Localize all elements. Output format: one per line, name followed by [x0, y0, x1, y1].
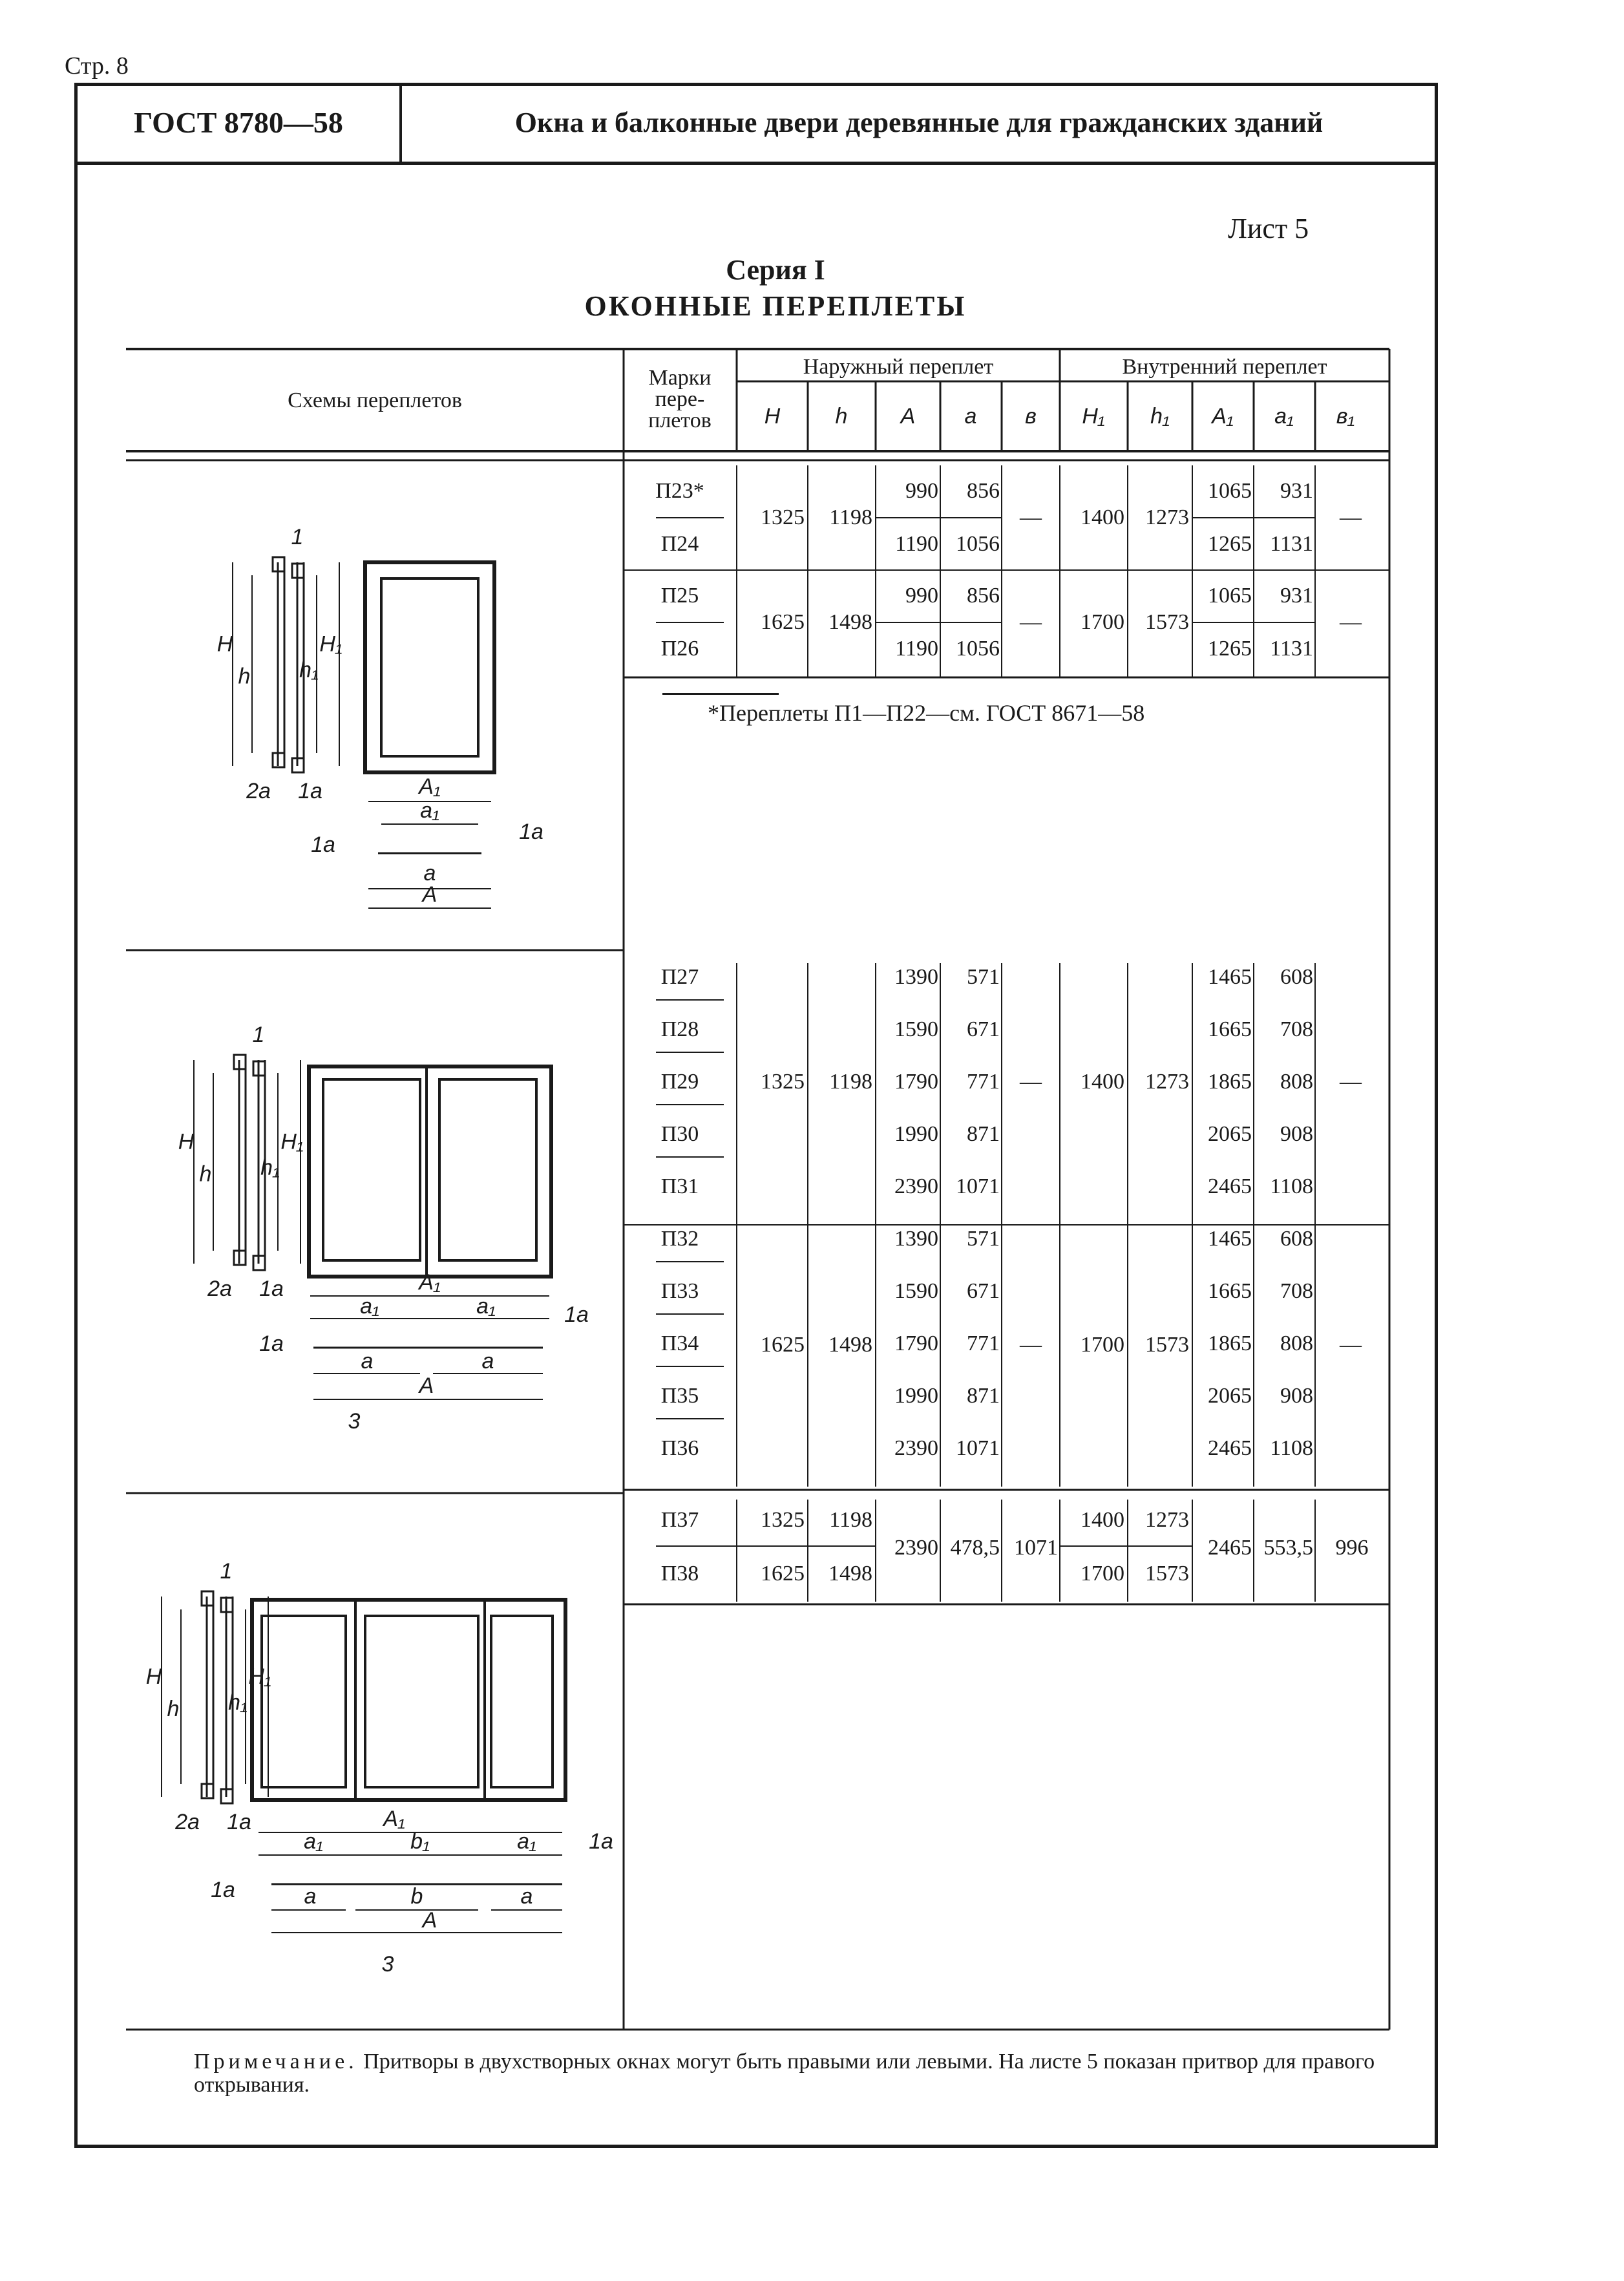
d1-label-1a-left: 1a: [311, 833, 335, 857]
a-value: 871: [967, 1122, 1000, 1146]
header-inner-col: H₁: [1082, 404, 1105, 429]
footnote: *Переплеты П1—П22—см. ГОСТ 8671—58: [708, 700, 1145, 726]
A1-value: 1065: [1208, 479, 1252, 503]
A-value: 2390: [894, 1174, 938, 1198]
a-value: 1056: [956, 532, 1000, 556]
d2-H1-label: H₁: [280, 1129, 304, 1154]
a-value: 671: [967, 1279, 1000, 1303]
H1-value: 1400: [1081, 505, 1124, 529]
d3-b1-label: b₁: [410, 1829, 430, 1854]
d1-h1-label: h₁: [299, 657, 319, 683]
d1-H-label: H: [216, 631, 233, 657]
A1-value: 2465: [1208, 1174, 1252, 1198]
mark-cell: П27: [660, 965, 699, 989]
a1-value: 553,5: [1263, 1536, 1313, 1560]
d1-h-label: h: [238, 664, 251, 689]
A1-value: 2065: [1208, 1122, 1252, 1146]
a1-value: 908: [1280, 1384, 1313, 1408]
H-value: 1325: [761, 505, 805, 529]
H-value: 1625: [761, 1562, 805, 1586]
mark-cell: П37: [660, 1508, 699, 1532]
d3-pane-left: [262, 1616, 346, 1787]
d3-label-1: 1: [220, 1559, 233, 1584]
h-value: 1498: [828, 1562, 872, 1586]
a1-value: 808: [1280, 1070, 1313, 1094]
a1-value: 708: [1280, 1017, 1313, 1041]
d2-H-label: H: [178, 1129, 195, 1154]
d1-frame-outer: [365, 562, 494, 772]
mark-cell: П23*: [655, 479, 704, 503]
d2-A-label: A: [419, 1374, 434, 1398]
h1-value: 1573: [1145, 1562, 1189, 1586]
mark-cell: П30: [660, 1122, 699, 1146]
header-inner: Внутренний переплет: [1122, 355, 1327, 379]
mark-cell: П32: [660, 1227, 699, 1251]
header-schemes: Схемы переплетов: [288, 388, 462, 412]
a1-value: 608: [1280, 1227, 1313, 1251]
mark-cell: П38: [660, 1562, 699, 1586]
A1-value: 1665: [1208, 1279, 1252, 1303]
d2-label-1a-right: 1a: [564, 1302, 589, 1327]
A1-value: 1265: [1208, 637, 1252, 661]
d2-a-right-label: a: [481, 1349, 494, 1374]
a1-value: 1108: [1270, 1436, 1313, 1460]
b-value: —: [1020, 1070, 1042, 1094]
a1-value: 808: [1280, 1331, 1313, 1355]
a-value: 871: [967, 1384, 1000, 1408]
d3-label-3: 3: [381, 1952, 394, 1977]
a-value: 771: [967, 1331, 1000, 1355]
b1-value: 996: [1335, 1536, 1369, 1560]
H1-value: 1700: [1081, 610, 1124, 634]
A1-value: 2065: [1208, 1384, 1252, 1408]
d2-label-1: 1: [252, 1023, 265, 1047]
b1-value: —: [1340, 1070, 1362, 1094]
A-value: 1790: [894, 1070, 938, 1094]
h-value: 1198: [829, 1070, 872, 1094]
A1-value: 2465: [1208, 1436, 1252, 1460]
note-lead: Примечание.: [194, 2050, 358, 2074]
H1-value: 1400: [1081, 1070, 1124, 1094]
a1-value: 1108: [1270, 1174, 1313, 1198]
header-outer-col: A: [900, 404, 916, 429]
h-value: 1498: [828, 1333, 872, 1357]
d3-frame-outer: [252, 1600, 565, 1800]
h-value: 1498: [828, 610, 872, 634]
A-value: 1590: [894, 1017, 938, 1041]
header-marks: плетов: [648, 408, 712, 432]
b-value: —: [1020, 1333, 1042, 1357]
a1-value: 1131: [1270, 532, 1313, 556]
h1-value: 1573: [1145, 610, 1189, 634]
d1-frame-inner: [381, 578, 478, 756]
A-value: 1790: [894, 1331, 938, 1355]
a-value: 856: [967, 584, 1000, 608]
header-marks: Марки: [648, 366, 712, 390]
H-value: 1325: [761, 1508, 805, 1532]
d2-A1-label: A₁: [419, 1270, 441, 1295]
mark-cell: П29: [660, 1070, 699, 1094]
header-outer-col: h: [835, 404, 848, 429]
mark-cell: П28: [660, 1017, 699, 1041]
a1-value: 931: [1280, 584, 1313, 608]
a-value: 571: [967, 1227, 1000, 1251]
d2-label-2a: 2a: [207, 1277, 232, 1301]
A1-value: 2465: [1208, 1536, 1252, 1560]
document-title: Окна и балконные двери деревянные для гражданских зданий: [514, 106, 1323, 138]
A1-value: 1665: [1208, 1017, 1252, 1041]
header-inner-col: a₁: [1274, 404, 1294, 429]
A1-value: 1465: [1208, 965, 1252, 989]
A1-value: 1865: [1208, 1070, 1252, 1094]
mark-cell: П31: [660, 1174, 699, 1198]
a-value: 1056: [956, 637, 1000, 661]
a1-value: 708: [1280, 1279, 1313, 1303]
b-value: 1071: [1014, 1536, 1058, 1560]
d3-H-label: H: [145, 1664, 162, 1689]
a-value: 1071: [956, 1174, 1000, 1198]
h-value: 1198: [829, 505, 872, 529]
A1-value: 1465: [1208, 1227, 1252, 1251]
a1-value: 1131: [1270, 637, 1313, 661]
note-text: Притворы в двухстворных окнах могут быть правыми или левыми. На листе 5 показан притвор для правого открывания.: [194, 2050, 1375, 2097]
a1-value: 931: [1280, 479, 1313, 503]
d2-frame-outer: [309, 1066, 551, 1277]
d2-h1-label: h₁: [260, 1155, 280, 1180]
d3-A-label: A: [422, 1908, 438, 1933]
h1-value: 1273: [1145, 1508, 1189, 1532]
d1-a1-label: a₁: [420, 798, 439, 823]
H-value: 1625: [761, 1333, 805, 1357]
d2-label-3: 3: [348, 1409, 361, 1434]
mark-cell: П36: [660, 1436, 699, 1460]
d3-label-1a-left: 1a: [211, 1878, 235, 1902]
header-inner-col: A₁: [1212, 404, 1234, 429]
h1-value: 1273: [1145, 1070, 1189, 1094]
mark-cell: П33: [660, 1279, 699, 1303]
A-value: 2390: [894, 1536, 938, 1560]
A1-value: 1065: [1208, 584, 1252, 608]
gost-number: ГОСТ 8780—58: [134, 105, 343, 139]
A-value: 1390: [894, 1227, 938, 1251]
b-value: —: [1020, 610, 1042, 634]
b1-value: —: [1340, 1333, 1362, 1357]
b-value: —: [1020, 505, 1042, 529]
a-value: 856: [967, 479, 1000, 503]
d2-h-label: h: [199, 1162, 212, 1187]
header-inner-col: h₁: [1150, 404, 1170, 429]
d3-label-1a: 1a: [227, 1810, 251, 1834]
d3-a1-left-label: a₁: [304, 1829, 323, 1854]
A-value: 2390: [894, 1436, 938, 1460]
series-title: Серия I: [726, 254, 825, 286]
A-value: 1390: [894, 965, 938, 989]
d1-H1-label: H₁: [319, 631, 343, 657]
d3-label-2a: 2a: [175, 1810, 200, 1834]
d3-a-left-label: a: [304, 1884, 317, 1909]
sheet-number: Лист 5: [1228, 213, 1309, 244]
d2-pane-right: [439, 1079, 536, 1260]
note: [194, 2050, 1409, 2097]
d3-pane-right: [491, 1616, 553, 1787]
d1-label-2a: 2a: [246, 779, 271, 803]
a-value: 671: [967, 1017, 1000, 1041]
a-value: 571: [967, 965, 1000, 989]
mark-cell: П34: [660, 1331, 699, 1355]
mark-cell: П26: [660, 637, 699, 661]
a1-value: 608: [1280, 965, 1313, 989]
header-inner-col: в₁: [1336, 404, 1355, 429]
h1-value: 1273: [1145, 505, 1189, 529]
d2-pane-left: [323, 1079, 420, 1260]
H1-value: 1700: [1081, 1562, 1124, 1586]
a-value: 478,5: [950, 1536, 1000, 1560]
d3-pane-middle: [365, 1616, 478, 1787]
d1-label-1a: 1a: [298, 779, 322, 803]
d2-a1-left-label: a₁: [360, 1294, 379, 1319]
a1-value: 908: [1280, 1122, 1313, 1146]
A-value: 990: [905, 584, 938, 608]
A1-value: 1265: [1208, 532, 1252, 556]
d3-a-right-label: a: [520, 1884, 533, 1909]
mark-cell: П25: [660, 584, 699, 608]
header-outer-col: a: [964, 404, 977, 429]
d1-a-label: a: [423, 861, 436, 886]
header-outer-col: H: [764, 404, 781, 429]
h1-value: 1573: [1145, 1333, 1189, 1357]
A-value: 1190: [895, 637, 938, 661]
d3-A1-label: A₁: [383, 1807, 405, 1831]
A-value: 1990: [894, 1122, 938, 1146]
d2-label-1a: 1a: [259, 1277, 284, 1301]
d1-label-1a-right: 1a: [519, 820, 543, 844]
d3-label-1a-right: 1a: [589, 1829, 613, 1854]
A1-value: 1865: [1208, 1331, 1252, 1355]
header-outer: Наружный переплет: [803, 355, 994, 379]
page-number: Стр. 8: [65, 52, 129, 80]
d1-label-1: 1: [291, 525, 304, 549]
H-value: 1625: [761, 610, 805, 634]
mark-cell: П24: [660, 532, 699, 556]
b1-value: —: [1340, 610, 1362, 634]
d3-b-label: b: [410, 1884, 423, 1909]
header-marks: пере-: [655, 387, 705, 411]
A-value: 1990: [894, 1384, 938, 1408]
header-outer-col: в: [1025, 404, 1037, 429]
H-value: 1325: [761, 1070, 805, 1094]
d2-a1-right-label: a₁: [476, 1294, 496, 1319]
d2-label-1a-left: 1a: [259, 1331, 284, 1356]
d3-a1-right-label: a₁: [517, 1829, 536, 1854]
d1-A-label: A: [422, 882, 438, 907]
d3-h1-label: h₁: [228, 1690, 248, 1715]
A-value: 990: [905, 479, 938, 503]
d1-A1-label: A₁: [419, 774, 441, 799]
b1-value: —: [1340, 505, 1362, 529]
main-title: ОКОННЫЕ ПЕРЕПЛЕТЫ: [584, 290, 967, 322]
footnote-rule: [662, 693, 779, 695]
h-value: 1198: [829, 1508, 872, 1532]
H1-value: 1700: [1081, 1333, 1124, 1357]
A-value: 1190: [895, 532, 938, 556]
d2-a-left-label: a: [361, 1349, 374, 1374]
a-value: 1071: [956, 1436, 1000, 1460]
H1-value: 1400: [1081, 1508, 1124, 1532]
d3-h-label: h: [167, 1697, 180, 1721]
A-value: 1590: [894, 1279, 938, 1303]
a-value: 771: [967, 1070, 1000, 1094]
d3-H1-label: H₁: [248, 1664, 271, 1689]
mark-cell: П35: [660, 1384, 699, 1408]
